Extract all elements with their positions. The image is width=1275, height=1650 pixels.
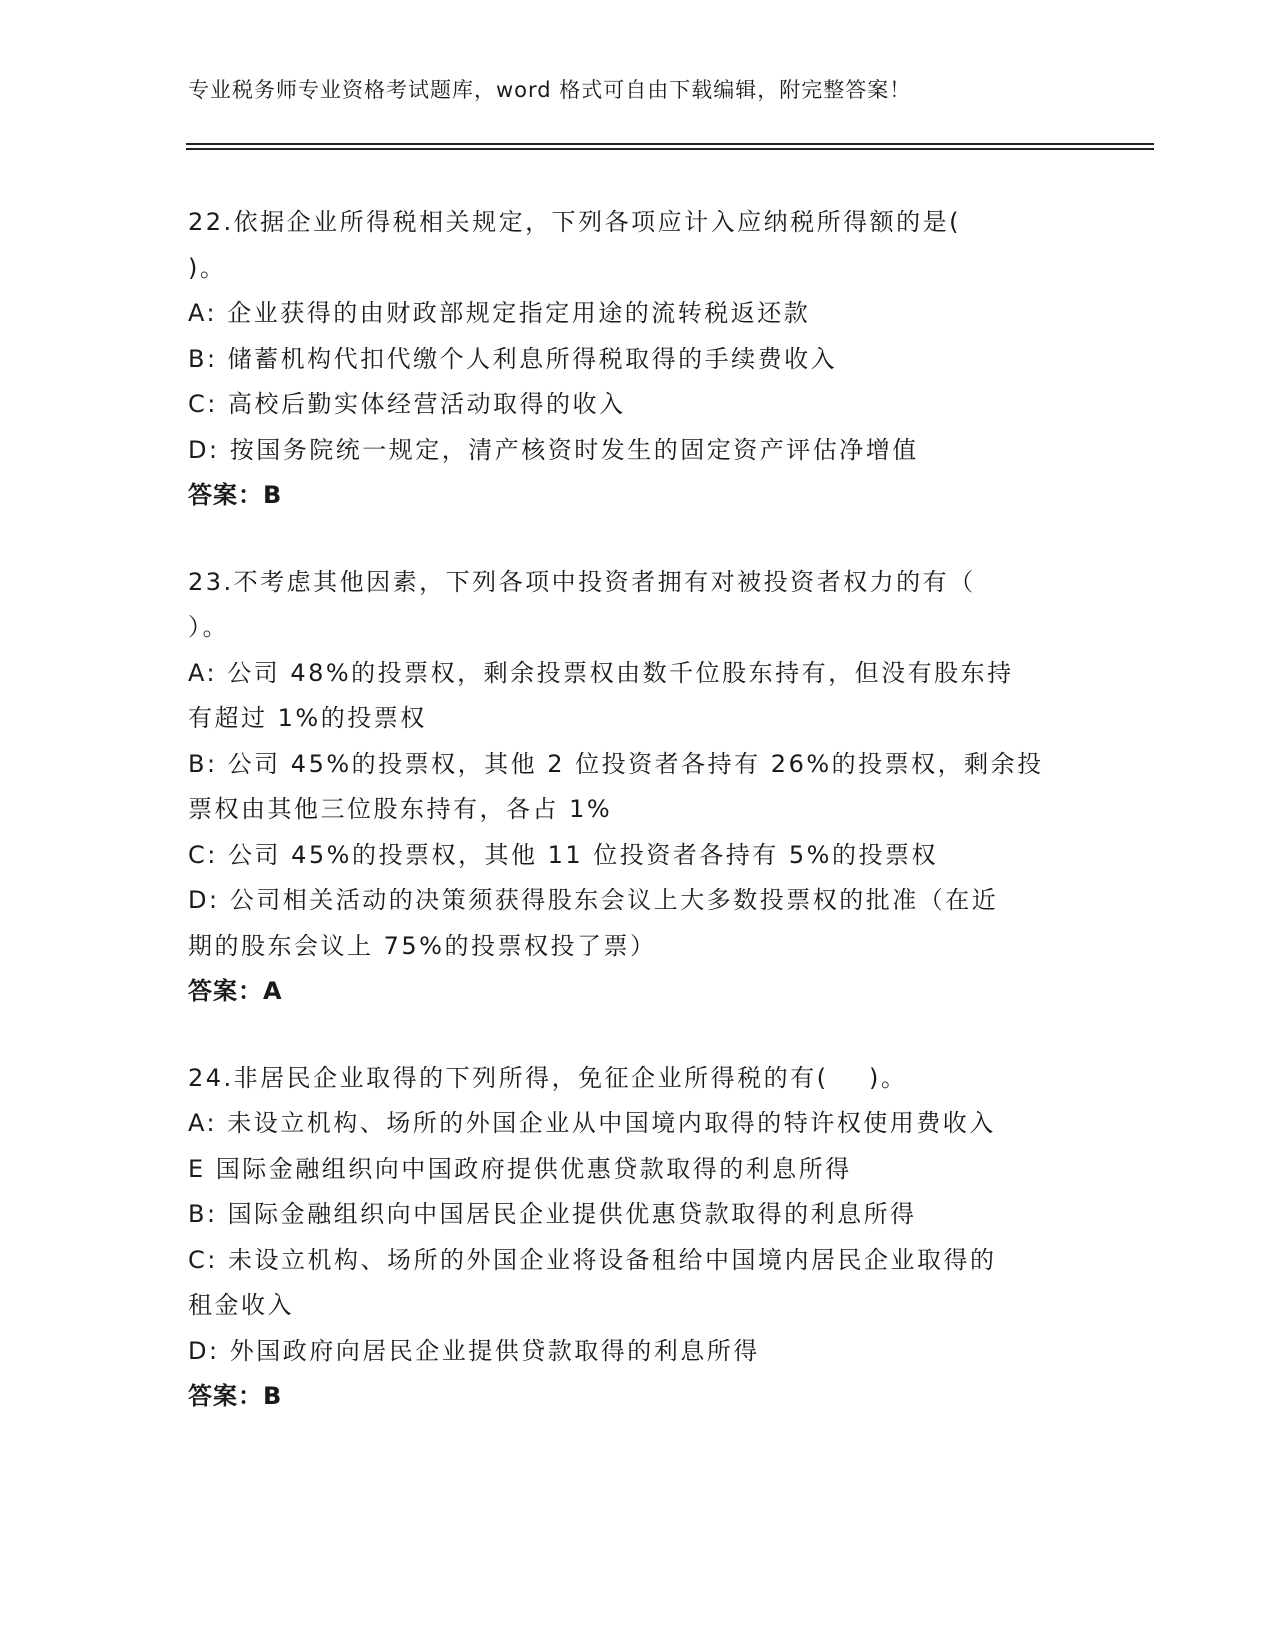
option-d: D: 按国务院统一规定，清产核资时发生的固定资产评估净增值 bbox=[188, 435, 919, 464]
answer: 答案：A bbox=[188, 977, 283, 1005]
question-22 bbox=[188, 200, 1088, 519]
option-b: B: 公司 45%的投票权，其他 2 位投资者各持有 26%的投票权，剩余投 bbox=[188, 749, 1044, 778]
answer: 答案：B bbox=[188, 1382, 283, 1410]
option-c: C: 高校后勤实体经营活动取得的收入 bbox=[188, 390, 626, 418]
option-a: A: 企业获得的由财政部规定指定用途的流转税返还款 bbox=[188, 299, 811, 327]
answer: 答案：B bbox=[188, 481, 283, 509]
question-24 bbox=[188, 1056, 1088, 1420]
option-b: 票权由其他三位股东持有，各占 1% bbox=[188, 795, 613, 823]
question-stem: )。 bbox=[188, 253, 227, 282]
option-a: A: 公司 48%的投票权，剩余投票权由数千位股东持有，但没有股东持 bbox=[188, 658, 1014, 687]
option-d: 期的股东会议上 75%的投票权投了票） bbox=[188, 931, 657, 960]
header-rule-bottom bbox=[186, 148, 1154, 150]
question-stem: 24.非居民企业取得的下列所得，免征企业所得税的有( )。 bbox=[188, 1063, 908, 1092]
option-b: B: 储蓄机构代扣代缴个人利息所得税取得的手续费收入 bbox=[188, 344, 838, 373]
option-e: E 国际金融组织向中国政府提供优惠贷款取得的利息所得 bbox=[188, 1154, 852, 1183]
option-c: C: 公司 45%的投票权，其他 11 位投资者各持有 5%的投票权 bbox=[188, 840, 938, 869]
question-list bbox=[188, 200, 1088, 1461]
option-b: B: 国际金融组织向中国居民企业提供优惠贷款取得的利息所得 bbox=[188, 1200, 917, 1228]
option-d: D: 外国政府向居民企业提供贷款取得的利息所得 bbox=[188, 1336, 760, 1365]
question-stem: 22.依据企业所得税相关规定，下列各项应计入应纳税所得额的是( bbox=[188, 208, 962, 236]
option-a: A: 未设立机构、场所的外国企业从中国境内取得的特许权使用费收入 bbox=[188, 1109, 996, 1137]
page-header: 专业税务师专业资格考试题库，word 格式可自由下载编辑，附完整答案！ bbox=[188, 78, 912, 102]
question-23 bbox=[188, 560, 1088, 1015]
question-stem: ）。 bbox=[188, 613, 229, 641]
option-a: 有超过 1%的投票权 bbox=[188, 704, 427, 732]
option-c: 租金收入 bbox=[188, 1291, 294, 1319]
option-c: C: 未设立机构、场所的外国企业将设备租给中国境内居民企业取得的 bbox=[188, 1245, 997, 1274]
header-rule-top bbox=[186, 143, 1154, 145]
option-d: D: 公司相关活动的决策须获得股东会议上大多数投票权的批准（在近 bbox=[188, 886, 999, 914]
question-stem: 23.不考虑其他因素，下列各项中投资者拥有对被投资者权力的有（ bbox=[188, 567, 976, 596]
